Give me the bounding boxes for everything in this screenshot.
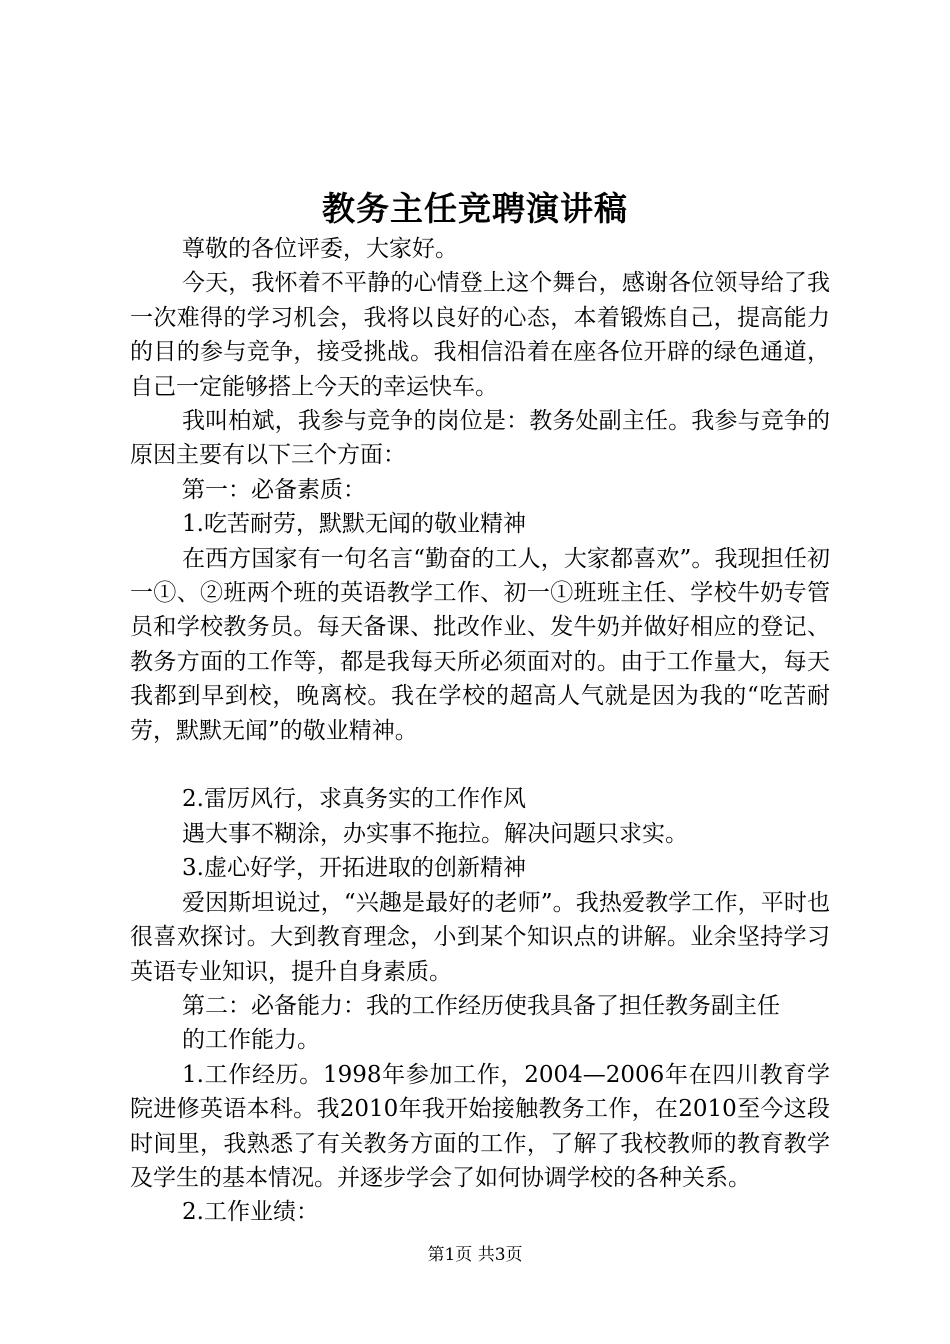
blank-line: [130, 748, 830, 782]
subheading-innovation: 3.虚心好学，开拓进取的创新精神: [182, 855, 526, 882]
paragraph-position: 我叫柏斌，我参与竞争的岗位是：教务处副主任。我参与竞争的原因主要有以下三个方面：: [130, 408, 830, 469]
paragraph-intro: 今天，我怀着不平静的心情登上这个舞台，感谢各位领导给了我一次难得的学习机会，我将以良好的心态，本着锻炼自己，提高能力的目的参与竞争，接受挑战。我相信沿着在座各位开辟的绿色通道，自己一定能够搭上今天的幸运快车。: [130, 270, 830, 400]
subheading-work-style: 2.雷厉风行，求真务实的工作作风: [182, 786, 526, 813]
paragraph-innovation: 爱因斯坦说过，“兴趣是最好的老师”。我热爱教学工作，平时也很喜欢探讨。大到教育理念，小到某个知识点的讲解。业余坚持学习英语专业知识，提升自身素质。: [130, 889, 830, 985]
paragraph-work-experience: 1.工作经历。1998年参加工作，2004—2006年在四川教育学院进修英语本科。我2010年我开始接触教务工作，在2010至今这段时间里，我熟悉了有关教务方面的工作，了解了我校教师的教育教学及学生的基本情况。并逐步学会了如何协调学校的各种关系。: [130, 1061, 830, 1191]
paragraph-dedication: 在西方国家有一句名言“勤奋的工人，大家都喜欢”。我现担任初一①、②班两个班的英语教学工作、初一①班班主任、学校牛奶专管员和学校教务员。每天备课、批改作业、发牛奶并做好相应的登记、教务方面的工作等，都是我每天所必须面对的。由于工作量大，每天我都到早到校，晚离校。我在学校的超高人气就是因为我的“吃苦耐劳，默默无闻”的敬业精神。: [130, 545, 830, 744]
paragraph-work-style: 遇大事不糊涂，办实事不拖拉。解决问题只求实。: [182, 820, 688, 847]
subheading-achievements: 2.工作业绩：: [182, 1199, 319, 1226]
paragraph-greeting: 尊敬的各位评委，大家好。: [182, 236, 458, 262]
subheading-dedication: 1.吃苦耐劳，默默无闻的敬业精神: [182, 511, 526, 538]
page-number-footer: 第1页 共3页: [427, 1245, 523, 1265]
document-body: [130, 232, 830, 1230]
section-heading-qualities: 第一：必备素质：: [182, 476, 366, 503]
section-heading-abilities: 第二：必备能力：我的工作经历使我具备了担任教务副主任: [182, 992, 780, 1019]
paragraph-abilities-continued: 的工作能力。: [182, 1027, 320, 1054]
document-title: 教务主任竞聘演讲稿: [322, 189, 628, 228]
